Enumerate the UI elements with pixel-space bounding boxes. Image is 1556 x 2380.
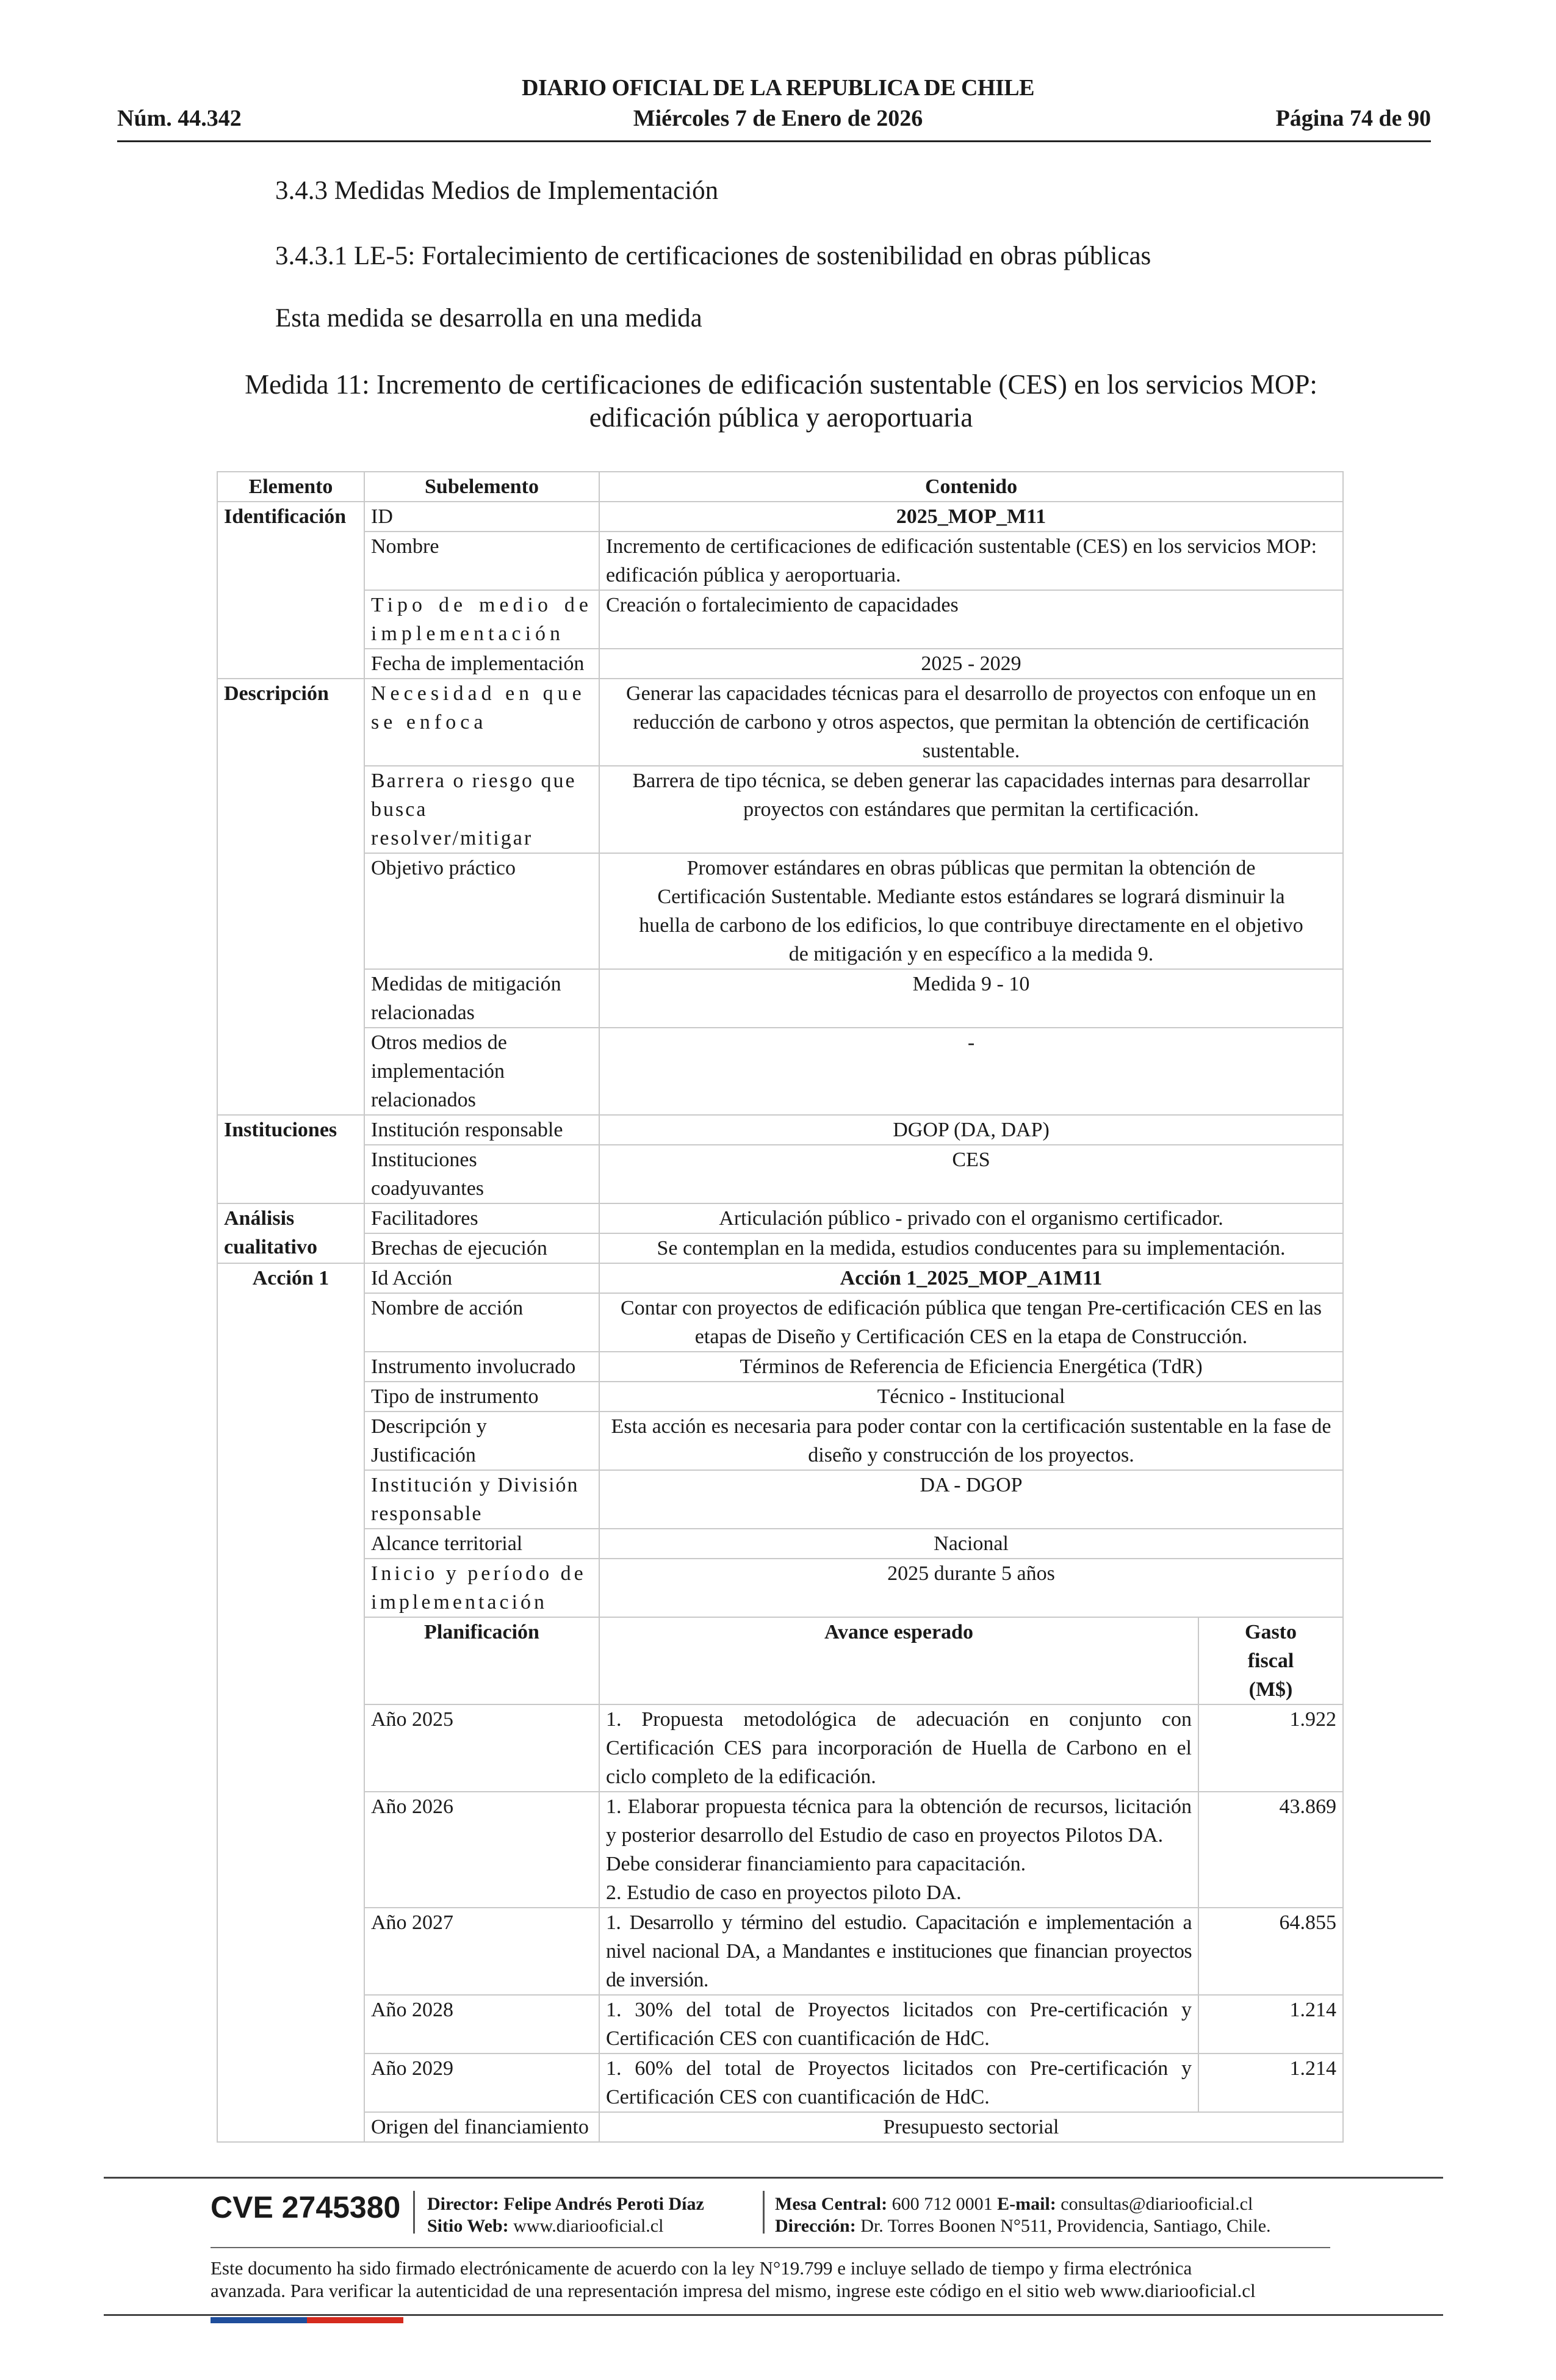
header-elemento: Elemento <box>217 472 364 502</box>
header-divider <box>117 140 1431 142</box>
header-avance: Avance esperado <box>599 1617 1198 1704</box>
year-progress: 1. 30% del total de Proyectos licitados con Pre-certificación y Certificación CES con cuantificación de HdC. <box>599 1995 1198 2054</box>
sub-label: Medidas de mitigación relacionadas <box>364 969 599 1028</box>
group-identificacion: Identificación <box>217 502 364 679</box>
year-spend: 64.855 <box>1198 1908 1343 1995</box>
measure-table <box>217 471 1344 2143</box>
year-progress: 1. Propuesta metodológica de adecuación en conjunto con Certificación CES para incorporación de Huella de Carbono en el ciclo completo de la edificación. <box>599 1704 1198 1792</box>
year-label: Año 2029 <box>364 2054 599 2112</box>
flag-stripe <box>211 2317 403 2323</box>
table-row <box>217 590 1343 649</box>
other-means: - <box>599 1028 1343 1115</box>
footer-divider <box>104 2314 1443 2316</box>
table-row <box>217 1412 1343 1470</box>
sub-label: Id Acción <box>364 1263 599 1293</box>
year-progress: 1. Desarrollo y término del estudio. Capacitación e implementación a nivel nacional DA, a Mandantes e instituciones que financian proyectos de inversión. <box>599 1908 1198 1995</box>
year-progress <box>599 1792 1198 1908</box>
table-row <box>217 853 1343 969</box>
sub-label: Objetivo práctico <box>364 853 599 969</box>
progress-line: Debe considerar financiamiento para capacitación. <box>606 1853 1026 1875</box>
section-intro: Esta medida se desarrolla en una medida <box>275 304 702 333</box>
table-row <box>217 1559 1343 1617</box>
year-label: Año 2026 <box>364 1792 599 1908</box>
objective-text: Promover estándares en obras públicas que permitan la obtención de Certificación Sustentable. Mediante estos estándares se logrará disminuir la huella de carbono de los edificios, lo que contribuye directamente en el objetivo de mitigación y en específico a la medida 9. <box>599 853 1343 969</box>
sub-label: Necesidad en que se enfoca <box>364 679 599 766</box>
address: Dr. Torres Boonen N°511, Providencia, Santiago, Chile. <box>860 2216 1271 2236</box>
year-label: Año 2028 <box>364 1995 599 2054</box>
issue-number: Núm. 44.342 <box>117 106 242 131</box>
flag-red-band <box>307 2317 403 2323</box>
footer-contact-block: Mesa Central: 600 712 0001 E-mail: consultas@diariooficial.cl Dirección: Dr. Torres Boonen N°511, Providencia, Santiago, Chile. <box>775 2194 1271 2236</box>
table-row <box>217 1470 1343 1529</box>
territorial-scope: Nacional <box>599 1529 1343 1559</box>
table-row <box>217 1145 1343 1203</box>
planning-header-row <box>217 1617 1343 1704</box>
phone-number: 600 712 0001 <box>891 2194 993 2214</box>
related-measures: Medida 9 - 10 <box>599 969 1343 1028</box>
group-instituciones: Instituciones <box>217 1115 364 1203</box>
director-name: Felipe Andrés Peroti Díaz <box>503 2194 704 2214</box>
caption-line-2: edificación pública y aeroportuaria <box>589 402 973 433</box>
progress-line: 1. Elaborar propuesta técnica para la obtención de recursos, licitación y posterior desarrollo del Estudio de caso en proyectos Pilotos DA. <box>606 1795 1192 1847</box>
table-row <box>217 1263 1343 1293</box>
table-header-row <box>217 472 1343 502</box>
footer-separator <box>763 2191 765 2234</box>
caption-line-1: Medida 11: Incremento de certificaciones de edificación sustentable (CES) en los servicios MOP: <box>245 369 1317 400</box>
table-caption <box>201 368 1361 434</box>
footer-separator <box>413 2191 415 2234</box>
table-row <box>217 1704 1343 1792</box>
table-row <box>217 1995 1343 2054</box>
instrument-type: Técnico - Institucional <box>599 1382 1343 1412</box>
header-planificacion: Planificación <box>364 1617 599 1704</box>
sub-label: ID <box>364 502 599 532</box>
sub-label: Inicio y período de implementación <box>364 1559 599 1617</box>
sub-label: Alcance territorial <box>364 1529 599 1559</box>
sub-label: Descripción y Justificación <box>364 1412 599 1470</box>
table-row <box>217 1382 1343 1412</box>
sub-label: Institución responsable <box>364 1115 599 1145</box>
table-row <box>217 969 1343 1028</box>
barrier-text: Barrera de tipo técnica, se deben generar las capacidades internas para desarrollar proyectos con estándares que permitan la certificación. <box>599 766 1343 853</box>
year-spend: 43.869 <box>1198 1792 1343 1908</box>
sub-label: Otros medios de implementación relacionados <box>364 1028 599 1115</box>
supporting-institutions: CES <box>599 1145 1343 1203</box>
header-contenido: Contenido <box>599 472 1343 502</box>
responsible-institution: DGOP (DA, DAP) <box>599 1115 1343 1145</box>
execution-gaps: Se contemplan en la medida, estudios conducentes para su implementación. <box>599 1233 1343 1263</box>
sub-label: Barrera o riesgo que busca resolver/mitigar <box>364 766 599 853</box>
newspaper-title: DIARIO OFICIAL DE LA REPUBLICA DE CHILE <box>522 75 1034 101</box>
table-row <box>217 1203 1343 1233</box>
action-institution: DA - DGOP <box>599 1470 1343 1529</box>
group-accion: Acción 1 <box>217 1263 364 2142</box>
instrument: Términos de Referencia de Eficiencia Energética (TdR) <box>599 1352 1343 1382</box>
year-spend: 1.922 <box>1198 1704 1343 1792</box>
table-row <box>217 2054 1343 2112</box>
table-row <box>217 2112 1343 2142</box>
table-row <box>217 1352 1343 1382</box>
group-analisis: Análisis cualitativo <box>217 1203 364 1263</box>
table-row <box>217 679 1343 766</box>
measure-type: Creación o fortalecimiento de capacidades <box>599 590 1343 649</box>
table-row <box>217 1529 1343 1559</box>
table-row <box>217 649 1343 679</box>
header-gasto: Gasto fiscal (M$) <box>1198 1617 1343 1704</box>
table-row <box>217 532 1343 590</box>
sub-label: Instrumento involucrado <box>364 1352 599 1382</box>
sub-label: Institución y División responsable <box>364 1470 599 1529</box>
sub-label: Tipo de medio de implementación <box>364 590 599 649</box>
email-link[interactable]: consultas@diariooficial.cl <box>1061 2194 1253 2214</box>
year-label: Año 2027 <box>364 1908 599 1995</box>
cve-code: CVE 2745380 <box>211 2190 401 2224</box>
section-subheading: 3.4.3.1 LE-5: Fortalecimiento de certificaciones de sostenibilidad en obras públicas <box>275 242 1151 270</box>
facilitators: Articulación público - privado con el organismo certificador. <box>599 1203 1343 1233</box>
action-id: Acción 1_2025_MOP_A1M11 <box>599 1263 1343 1293</box>
footer-director-block: Director: Felipe Andrés Peroti Díaz Sitio Web: www.diariooficial.cl <box>427 2194 704 2236</box>
table-row <box>217 1115 1343 1145</box>
issue-date: Miércoles 7 de Enero de 2026 <box>633 106 923 131</box>
action-name: Contar con proyectos de edificación pública que tengan Pre-certificación CES en las etapas de Diseño y Certificación CES en la etapa de Construcción. <box>599 1293 1343 1352</box>
section-heading: 3.4.3 Medidas Medios de Implementación <box>275 176 719 205</box>
sub-label: Facilitadores <box>364 1203 599 1233</box>
group-descripcion: Descripción <box>217 679 364 1115</box>
table-row <box>217 1293 1343 1352</box>
funding-origin: Presupuesto sectorial <box>599 2112 1343 2142</box>
website-link[interactable]: www.diariooficial.cl <box>513 2216 664 2236</box>
year-spend: 1.214 <box>1198 2054 1343 2112</box>
measure-name: Incremento de certificaciones de edificación sustentable (CES) en los servicios MOP: edificación pública y aeroportuaria. <box>599 532 1343 590</box>
sub-label: Fecha de implementación <box>364 649 599 679</box>
table-row <box>217 1233 1343 1263</box>
year-progress: 1. 60% del total de Proyectos licitados con Pre-certificación y Certificación CES con cuantificación de HdC. <box>599 2054 1198 2112</box>
header-subelemento: Subelemento <box>364 472 599 502</box>
sub-label: Nombre <box>364 532 599 590</box>
measure-id: 2025_MOP_M11 <box>599 502 1343 532</box>
table-row <box>217 766 1343 853</box>
page-indicator: Página 74 de 90 <box>1275 106 1431 131</box>
sub-label: Brechas de ejecución <box>364 1233 599 1263</box>
footer-divider <box>211 2247 1330 2248</box>
footer-divider <box>104 2177 1443 2179</box>
sub-label: Instituciones coadyuvantes <box>364 1145 599 1203</box>
sub-label: Nombre de acción <box>364 1293 599 1352</box>
year-label: Año 2025 <box>364 1704 599 1792</box>
legal-notice: Este documento ha sido firmado electrónicamente de acuerdo con la ley N°19.799 e incluye sellado de tiempo y firma electrónica avanzada. Para verificar la autenticidad de una representación impresa del mismo, ingrese este código en el sitio web www.diariooficial.cl <box>211 2257 1256 2301</box>
start-period: 2025 durante 5 años <box>599 1559 1343 1617</box>
action-description: Esta acción es necesaria para poder contar con la certificación sustentable en la fase de diseño y construcción de los proyectos. <box>599 1412 1343 1470</box>
table-row <box>217 1792 1343 1908</box>
flag-blue-band <box>211 2317 307 2323</box>
sub-label: Origen del financiamiento <box>364 2112 599 2142</box>
table-row <box>217 502 1343 532</box>
implementation-date: 2025 - 2029 <box>599 649 1343 679</box>
progress-line: 2. Estudio de caso en proyectos piloto DA. <box>606 1881 962 1904</box>
need-text: Generar las capacidades técnicas para el desarrollo de proyectos con enfoque un en reducción de carbono y otros aspectos, que permitan la obtención de certificación sustentable. <box>599 679 1343 766</box>
year-spend: 1.214 <box>1198 1995 1343 2054</box>
sub-label: Tipo de instrumento <box>364 1382 599 1412</box>
table-row <box>217 1908 1343 1995</box>
table-row <box>217 1028 1343 1115</box>
